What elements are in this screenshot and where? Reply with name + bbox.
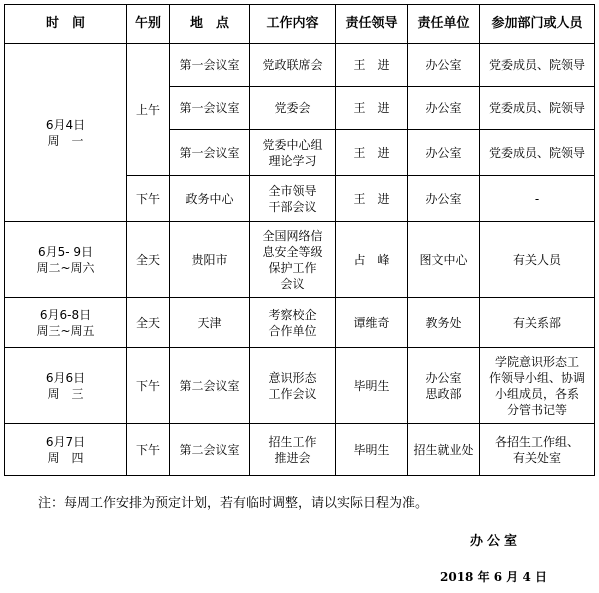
issue-date: 2018 年 6 月 4 日	[440, 570, 547, 584]
leader-cell: 谭维奇	[336, 298, 408, 348]
attendees-cell: 有关系部	[480, 298, 595, 348]
attendees-cell: 学院意识形态工 作领导小组、协调 小组成员，各系 分管书记等	[480, 348, 595, 424]
attendees-cell: 有关人员	[480, 222, 595, 298]
unit-cell: 教务处	[408, 298, 480, 348]
table-row	[5, 298, 595, 348]
issuing-office: 办公室	[470, 534, 522, 549]
header-time: 时 间	[5, 5, 127, 44]
half-cell: 下午	[127, 348, 170, 424]
content-cell: 考察校企 合作单位	[250, 298, 336, 348]
place-cell: 第一会议室	[170, 130, 250, 176]
unit-cell: 办公室 思政部	[408, 348, 480, 424]
header-leader: 责任领导	[336, 5, 408, 44]
header-half: 午别	[127, 5, 170, 44]
leader-cell: 毕明生	[336, 348, 408, 424]
unit-cell: 办公室	[408, 130, 480, 176]
header-row	[5, 5, 595, 44]
place-cell: 第一会议室	[170, 44, 250, 87]
content-cell: 招生工作 推进会	[250, 424, 336, 476]
unit-cell: 图文中心	[408, 222, 480, 298]
leader-cell: 王 进	[336, 44, 408, 87]
place-cell: 第一会议室	[170, 87, 250, 130]
half-cell: 上午	[127, 44, 170, 176]
content-cell: 全国网络信 息安全等级 保护工作 会议	[250, 222, 336, 298]
content-cell: 党委中心组 理论学习	[250, 130, 336, 176]
leader-cell: 王 进	[336, 87, 408, 130]
place-cell: 第二会议室	[170, 424, 250, 476]
leader-cell: 毕明生	[336, 424, 408, 476]
unit-cell: 办公室	[408, 176, 480, 222]
half-cell: 下午	[127, 176, 170, 222]
unit-cell: 办公室	[408, 87, 480, 130]
attendees-cell: 各招生工作组、 有关处室	[480, 424, 595, 476]
date-cell: 6月5- 9日 周二~周六	[5, 222, 127, 298]
schedule-table	[4, 4, 595, 476]
header-place: 地 点	[170, 5, 250, 44]
header-content: 工作内容	[250, 5, 336, 44]
content-cell: 意识形态 工作会议	[250, 348, 336, 424]
half-cell: 下午	[127, 424, 170, 476]
attendees-cell: 党委成员、院领导	[480, 87, 595, 130]
table-row	[5, 424, 595, 476]
date-cell: 6月7日 周 四	[5, 424, 127, 476]
date-cell: 6月6-8日 周三~周五	[5, 298, 127, 348]
date-cell: 6月6日 周 三	[5, 348, 127, 424]
content-cell: 党政联席会	[250, 44, 336, 87]
attendees-cell: 党委成员、院领导	[480, 130, 595, 176]
header-unit: 责任单位	[408, 5, 480, 44]
leader-cell: 占 峰	[336, 222, 408, 298]
leader-cell: 王 进	[336, 130, 408, 176]
date-cell: 6月4日 周 一	[5, 44, 127, 222]
header-attendees: 参加部门或人员	[480, 5, 595, 44]
schedule-note: 注：每周工作安排为预定计划，若有临时调整，请以实际日程为准。	[38, 496, 429, 511]
content-cell: 党委会	[250, 87, 336, 130]
content-cell: 全市领导 干部会议	[250, 176, 336, 222]
unit-cell: 办公室	[408, 44, 480, 87]
place-cell: 政务中心	[170, 176, 250, 222]
unit-cell: 招生就业处	[408, 424, 480, 476]
place-cell: 第二会议室	[170, 348, 250, 424]
leader-cell: 王 进	[336, 176, 408, 222]
table-row	[5, 348, 595, 424]
half-cell: 全天	[127, 222, 170, 298]
place-cell: 天津	[170, 298, 250, 348]
attendees-cell: 党委成员、院领导	[480, 44, 595, 87]
half-cell: 全天	[127, 298, 170, 348]
table-row	[5, 44, 595, 87]
place-cell: 贵阳市	[170, 222, 250, 298]
table-row	[5, 222, 595, 298]
attendees-cell: -	[480, 176, 595, 222]
